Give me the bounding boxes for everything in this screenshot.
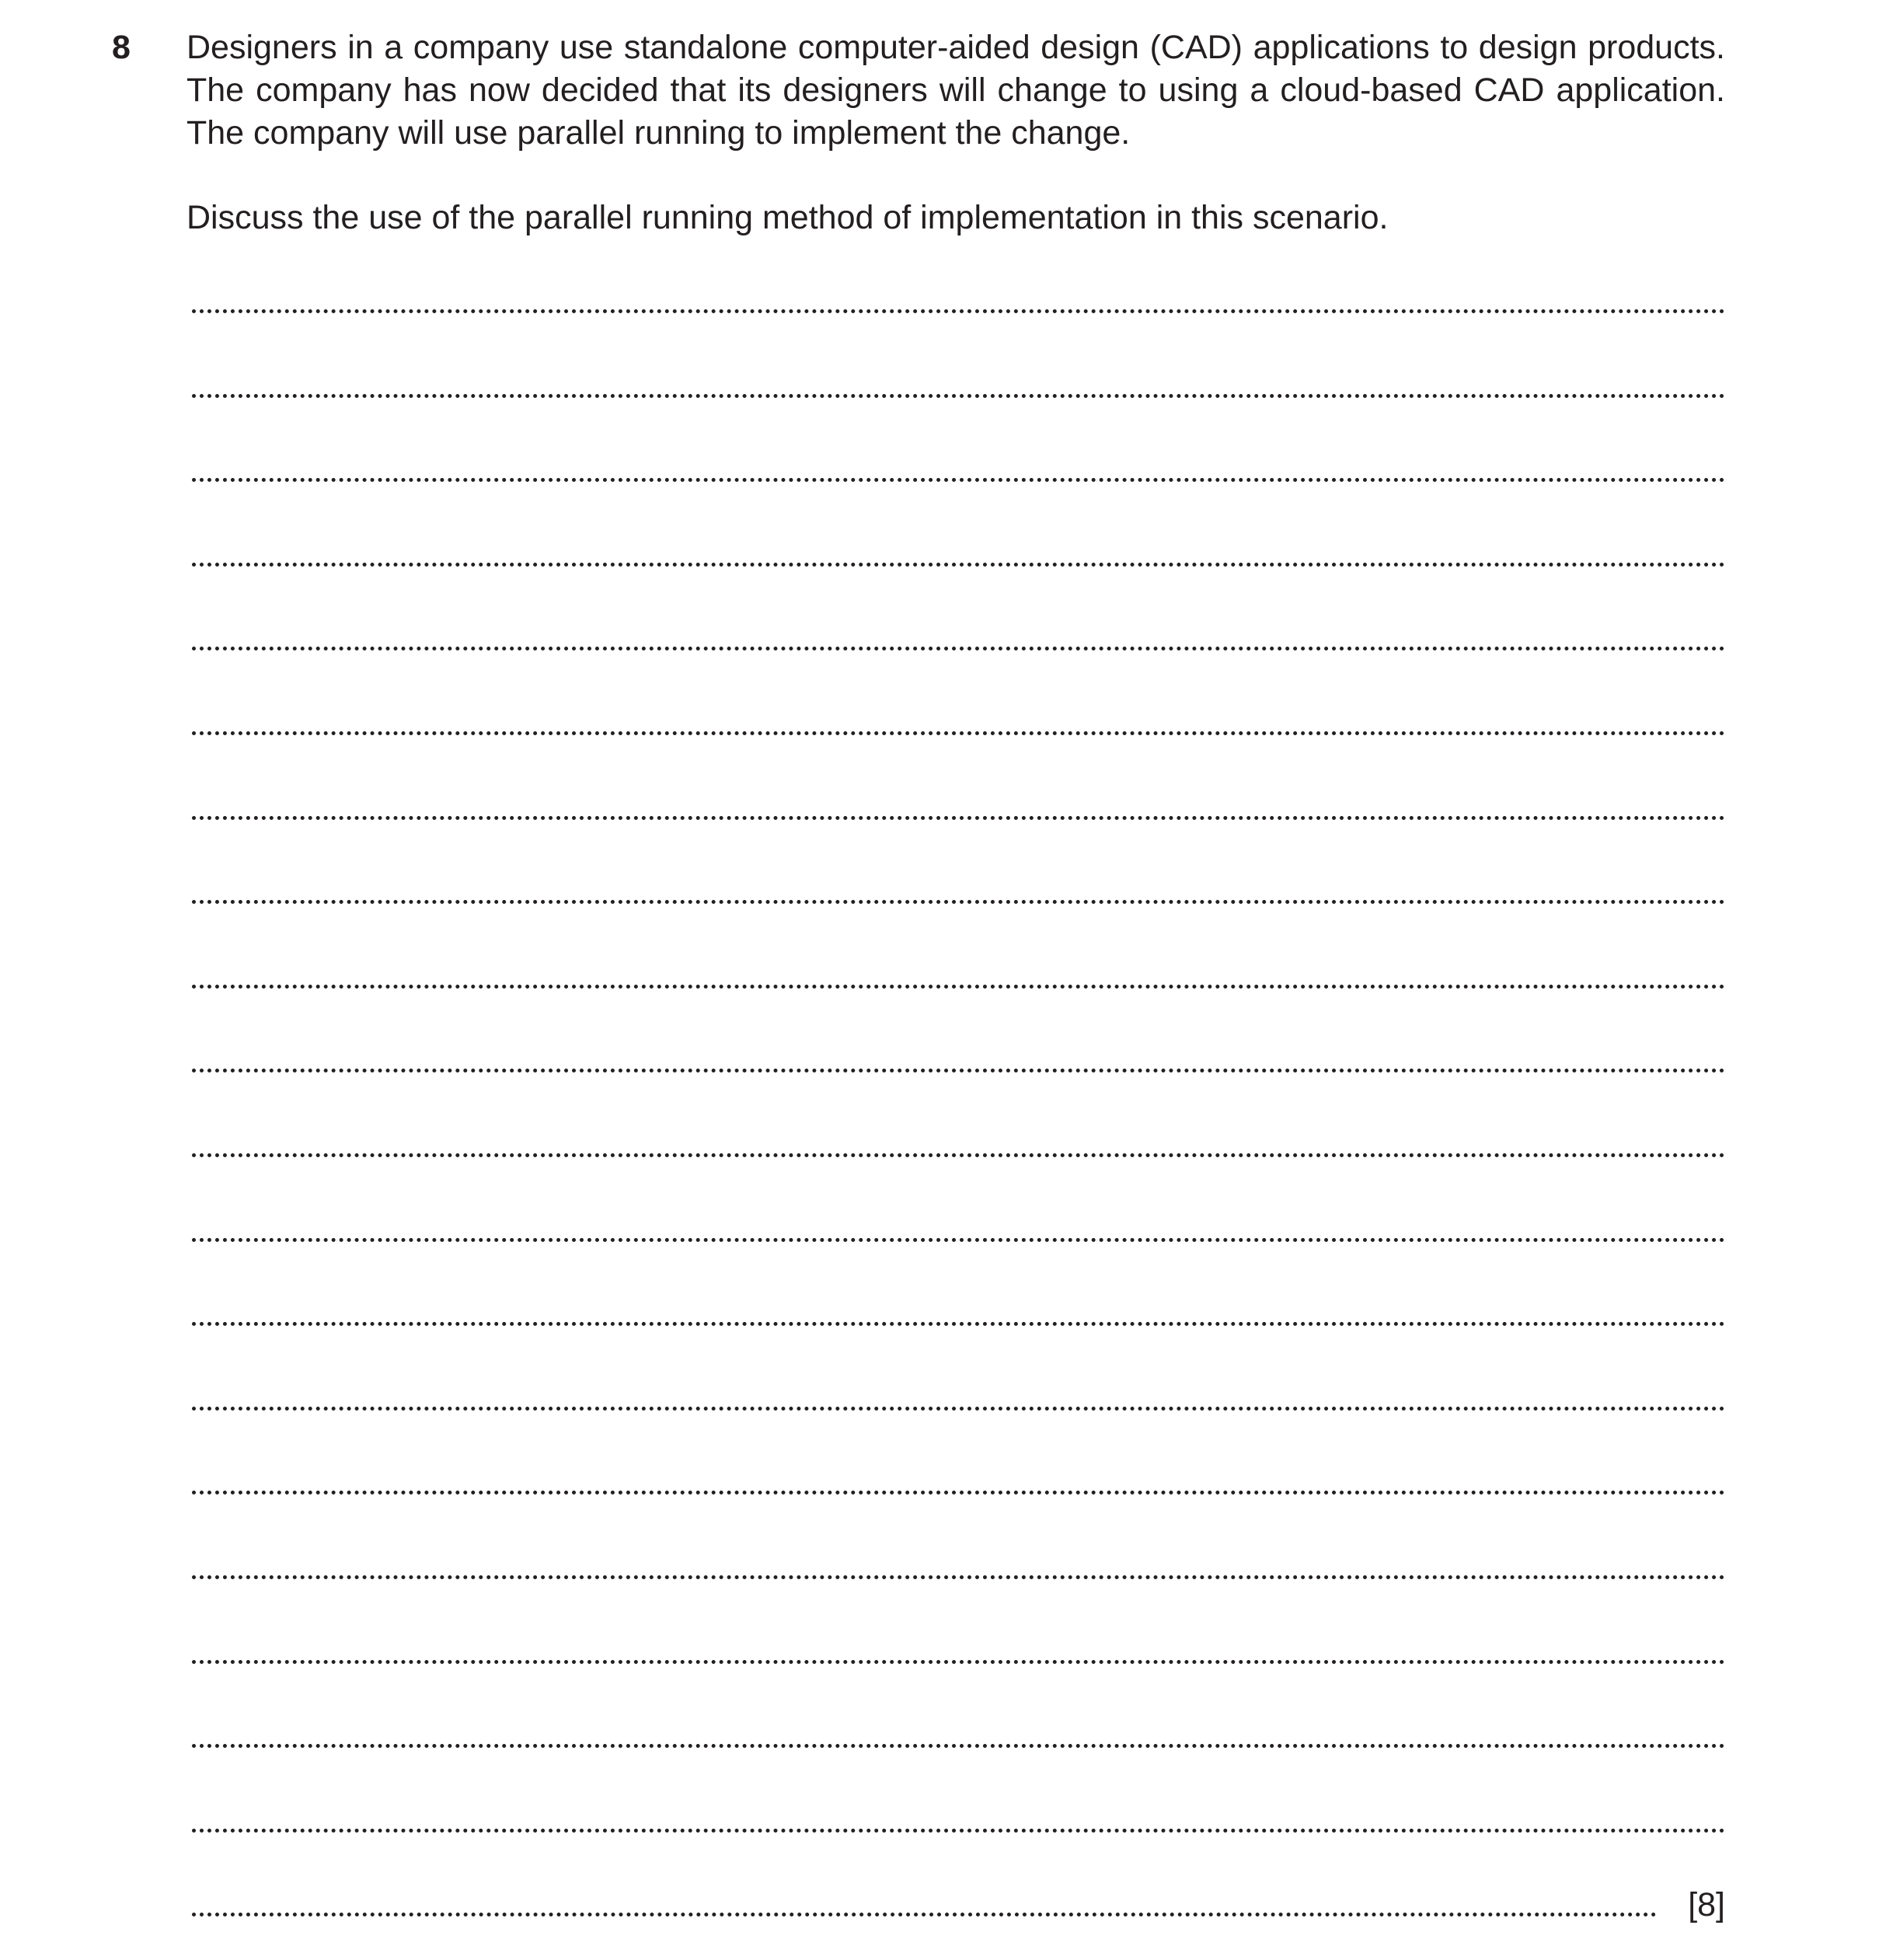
answer-line[interactable] bbox=[192, 1407, 1725, 1411]
answer-line[interactable] bbox=[192, 394, 1725, 398]
question-text bbox=[187, 26, 1725, 239]
answer-line[interactable] bbox=[192, 1238, 1725, 1242]
answer-line[interactable] bbox=[192, 985, 1725, 989]
question-instruction: Discuss the use of the parallel running method of implementation in this scenario. bbox=[187, 199, 1389, 236]
answer-line[interactable] bbox=[192, 478, 1725, 482]
answer-line[interactable] bbox=[192, 563, 1725, 567]
answer-line[interactable] bbox=[192, 731, 1725, 735]
question-number: 8 bbox=[112, 29, 131, 66]
answer-line[interactable] bbox=[192, 900, 1725, 904]
answer-line[interactable] bbox=[192, 647, 1725, 650]
answer-line[interactable] bbox=[192, 309, 1725, 313]
question-stem: Designers in a company use standalone computer-aided design (CAD) applications to design products. The company has now decided that its designers will change to using a cloud-based CAD application. The company will use parallel running to implement the change. bbox=[187, 29, 1725, 152]
answer-line[interactable] bbox=[192, 1829, 1725, 1833]
answer-line[interactable] bbox=[192, 816, 1725, 820]
answer-line[interactable] bbox=[192, 1575, 1725, 1579]
answer-line[interactable] bbox=[192, 1744, 1725, 1748]
answer-line[interactable] bbox=[192, 1913, 1657, 1916]
answer-line[interactable] bbox=[192, 1069, 1725, 1072]
marks-allocation: [8] bbox=[1688, 1886, 1725, 1923]
answer-line[interactable] bbox=[192, 1660, 1725, 1664]
answer-line[interactable] bbox=[192, 1322, 1725, 1326]
answer-line[interactable] bbox=[192, 1153, 1725, 1157]
answer-line[interactable] bbox=[192, 1491, 1725, 1494]
